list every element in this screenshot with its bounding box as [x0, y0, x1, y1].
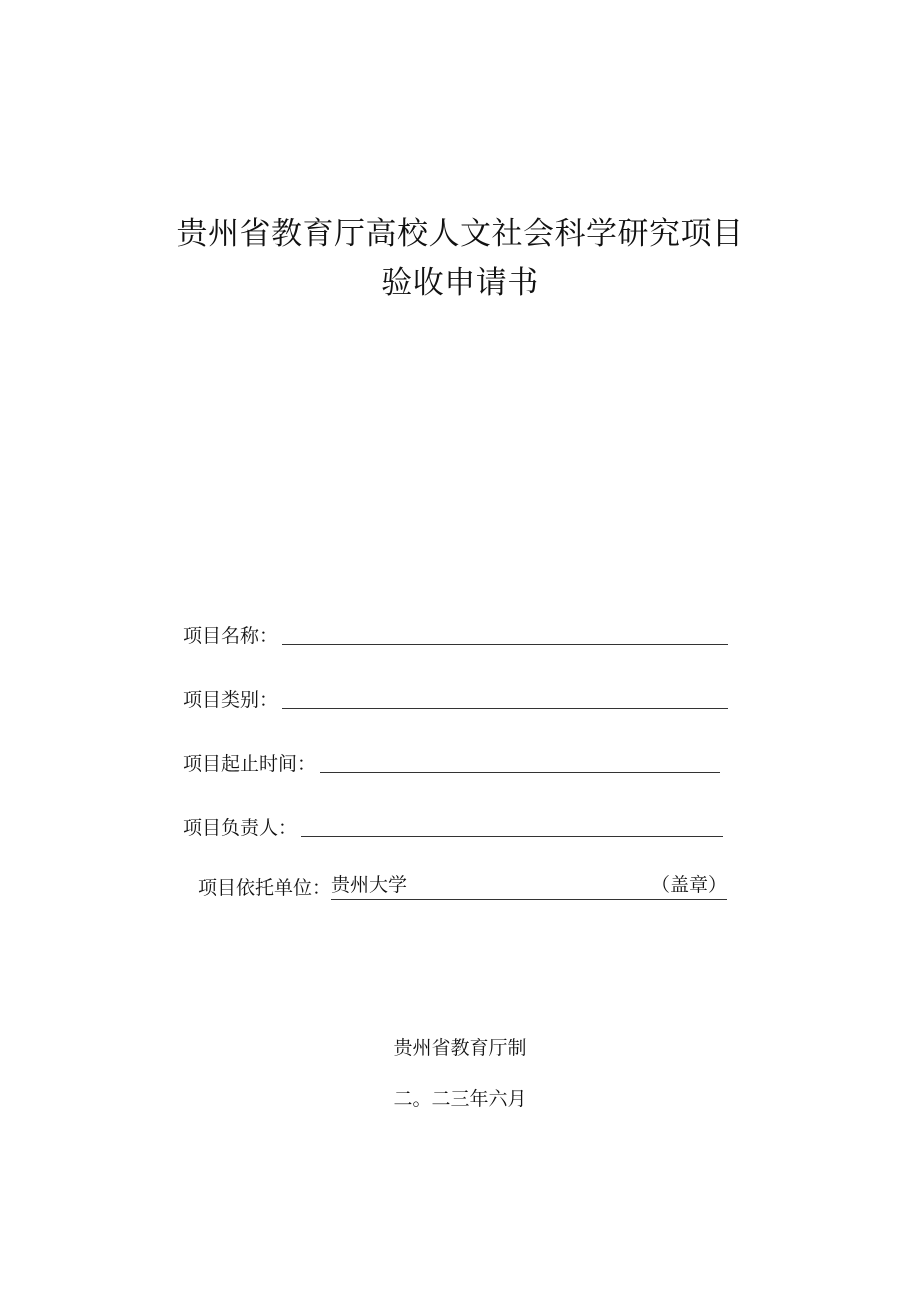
host-unit-field[interactable] [331, 873, 727, 900]
project-leader-field[interactable] [301, 816, 723, 837]
project-leader-row [183, 810, 723, 840]
project-period-row [183, 746, 720, 776]
project-category-label: 项目类别： [183, 689, 279, 711]
project-leader-label: 项目负责人： [183, 817, 298, 839]
issuer-text: 贵州省教育厅制 [393, 1037, 527, 1059]
project-category-row [183, 682, 728, 712]
project-name-label: 项目名称： [183, 625, 279, 647]
project-period-field[interactable] [320, 752, 720, 773]
document-title: 贵州省教育厅高校人文社会科学研究项目 [176, 216, 744, 252]
project-period-label: 项目起止时间： [183, 753, 317, 775]
host-unit-label: 项目依托单位： [198, 877, 332, 899]
project-name-row [183, 618, 728, 648]
project-name-field[interactable] [282, 624, 728, 645]
document-subtitle: 验收申请书 [381, 265, 539, 301]
host-unit-value: 贵州大学 [331, 874, 408, 896]
issue-date: 二。二三年六月 [393, 1088, 527, 1110]
seal-note: （盖章） [651, 874, 728, 896]
host-unit-row [198, 873, 727, 900]
project-category-field[interactable] [282, 688, 728, 709]
